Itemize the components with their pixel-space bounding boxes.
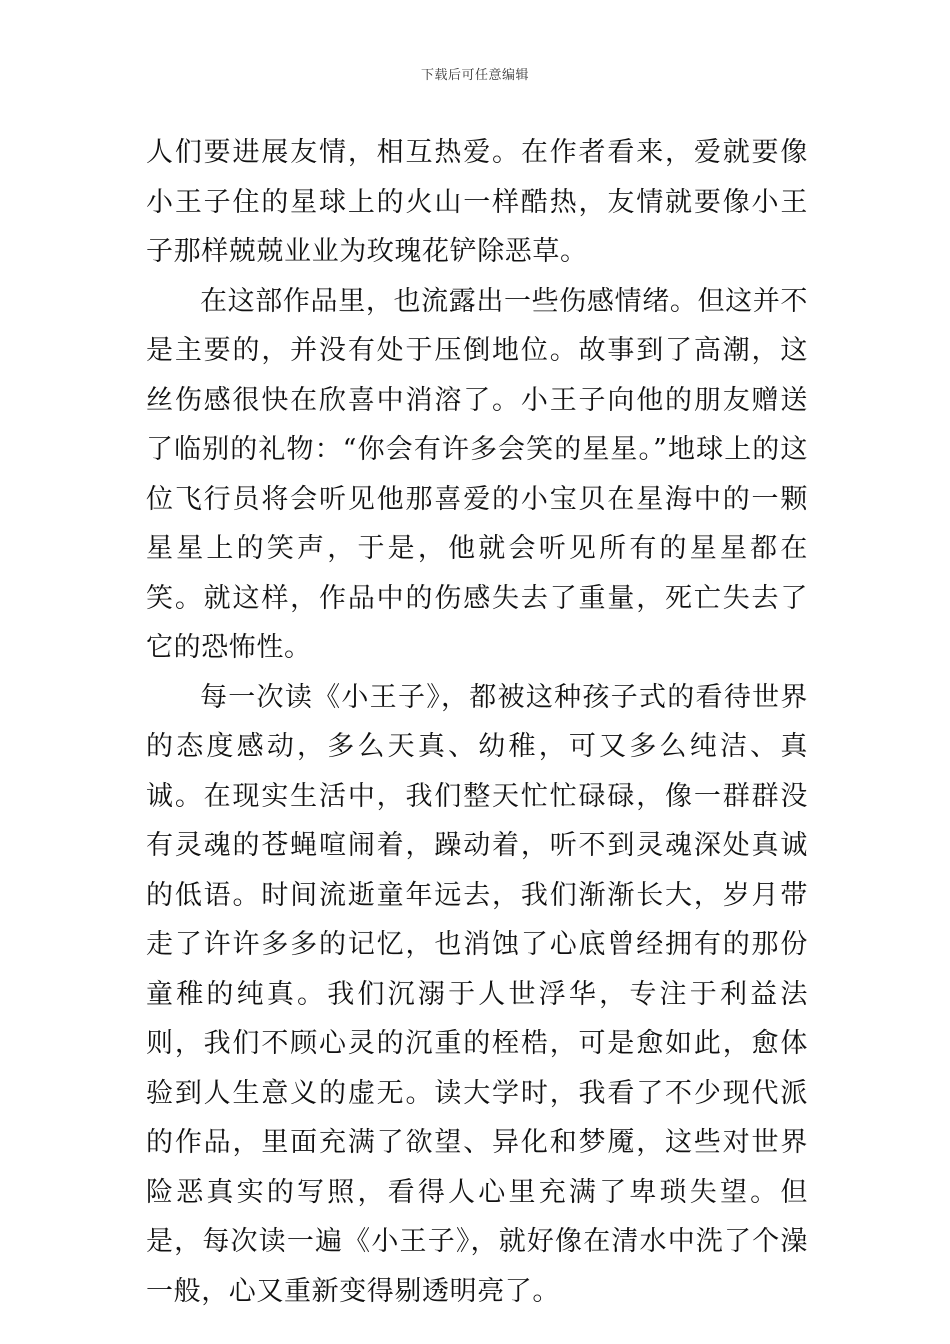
page-header: 下载后可任意编辑 <box>420 68 529 83</box>
paragraph-continued: 人们要进展友情，相互热爱。在作者看来，爱就要像小王子住的星球上的火山一样酷热，友情就要像小王子那样兢兢业业为玫瑰花铲除恶草。 <box>146 137 808 267</box>
paragraph-reflection: 每一次读《小王子》，都被这种孩子式的看待世界的态度感动，多么天真、幼稚，可又多么纯洁、真诚。在现实生活中，我们整天忙忙碌碌，像一群群没有灵魂的苍蝇喧闹着，躁动着，听不到灵魂深处真诚的低语。时间流逝童年远去，我们渐渐长大，岁月带走了许许多多的记忆，也消蚀了心底曾经拥有的那份童稚的纯真。我们沉溺于人世浮华，专注于利益法则，我们不顾心灵的沉重的桎梏，可是愈如此，愈体验到人生意义的虚无。读大学时，我看了不少现代派的作品，里面充满了欲望、异化和梦魇，这些对世界险恶真实的写照，看得人心里充满了卑琐失望。但是，每次读一遍《小王子》，就好像在清水中洗了个澡一般，心又重新变得剔透明亮了。 <box>146 681 808 1307</box>
document-body <box>146 128 808 1316</box>
paragraph-melancholy: 在这部作品里，也流露出一些伤感情绪。但这并不是主要的，并没有处于压倒地位。故事到了高潮，这丝伤感很快在欣喜中消溶了。小王子向他的朋友赠送了临别的礼物：“你会有许多会笑的星星。”地球上的这位飞行员将会听见他那喜爱的小宝贝在星海中的一颗星星上的笑声，于是，他就会听见所有的星星都在笑。就这样，作品中的伤感失去了重量，死亡失去了它的恐怖性。 <box>146 285 808 663</box>
